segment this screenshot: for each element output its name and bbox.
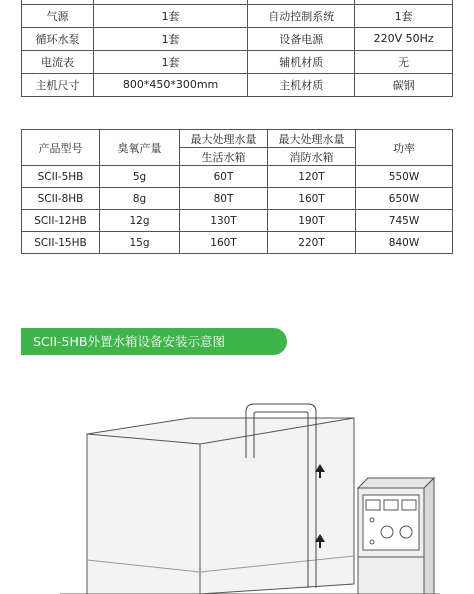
header-model: 产品型号 — [22, 130, 100, 166]
header-max-domestic: 最大处理水量 — [180, 130, 268, 148]
table-row — [22, 188, 453, 210]
spec-value: 无 — [355, 50, 453, 73]
power-cell: 550W — [356, 166, 453, 188]
model-cell: SCII-8HB — [22, 188, 100, 210]
installation-diagram — [0, 360, 474, 594]
domestic-cell: 60T — [180, 166, 268, 188]
header-max-fire: 最大处理水量 — [268, 130, 356, 148]
header-fire-tank: 消防水箱 — [268, 148, 356, 166]
table-row — [22, 166, 453, 188]
ozone-cell: 15g — [100, 232, 180, 254]
spec-value: 220V 50Hz — [355, 27, 453, 50]
spec-table — [21, 0, 453, 97]
spec-value: 1套 — [93, 50, 247, 73]
spec-value: 800*450*300mm — [93, 73, 247, 96]
spec-value: 1套 — [355, 4, 453, 27]
model-table — [21, 129, 453, 254]
spec-label: 设备电源 — [248, 27, 355, 50]
spec-label: 主机尺寸 — [22, 73, 94, 96]
header-power: 功率 — [356, 130, 453, 166]
section-title-banner — [21, 328, 287, 355]
water-tank — [87, 418, 354, 594]
spec-label: 辅机材质 — [248, 50, 355, 73]
fire-cell: 120T — [268, 166, 356, 188]
power-cell: 650W — [356, 188, 453, 210]
fire-cell: 160T — [268, 188, 356, 210]
table-row — [22, 232, 453, 254]
header-domestic-tank: 生活水箱 — [180, 148, 268, 166]
spec-row — [22, 73, 453, 96]
model-header-row — [22, 130, 453, 148]
spec-value: 1套 — [93, 27, 247, 50]
ozone-generator-cabinet — [358, 478, 434, 594]
spec-label: 气源 — [22, 4, 94, 27]
power-cell: 745W — [356, 210, 453, 232]
spec-value: 1套 — [93, 4, 247, 27]
spec-label: 循环水泵 — [22, 27, 94, 50]
power-cell: 840W — [356, 232, 453, 254]
spec-label: 主机材质 — [248, 73, 355, 96]
spec-row — [22, 27, 453, 50]
spec-row — [22, 4, 453, 27]
section-title: SCII-5HB外置水箱设备安装示意图 — [33, 334, 225, 349]
fire-cell: 190T — [268, 210, 356, 232]
model-cell: SCII-5HB — [22, 166, 100, 188]
spec-value: 碳钢 — [355, 73, 453, 96]
domestic-cell: 80T — [180, 188, 268, 210]
ozone-cell: 5g — [100, 166, 180, 188]
table-row — [22, 210, 453, 232]
header-ozone: 臭氧产量 — [100, 130, 180, 166]
ozone-cell: 8g — [100, 188, 180, 210]
ozone-cell: 12g — [100, 210, 180, 232]
model-cell: SCII-12HB — [22, 210, 100, 232]
spec-label: 电流表 — [22, 50, 94, 73]
spec-label: 自动控制系统 — [248, 4, 355, 27]
domestic-cell: 130T — [180, 210, 268, 232]
model-cell: SCII-15HB — [22, 232, 100, 254]
domestic-cell: 160T — [180, 232, 268, 254]
spec-row — [22, 50, 453, 73]
fire-cell: 220T — [268, 232, 356, 254]
